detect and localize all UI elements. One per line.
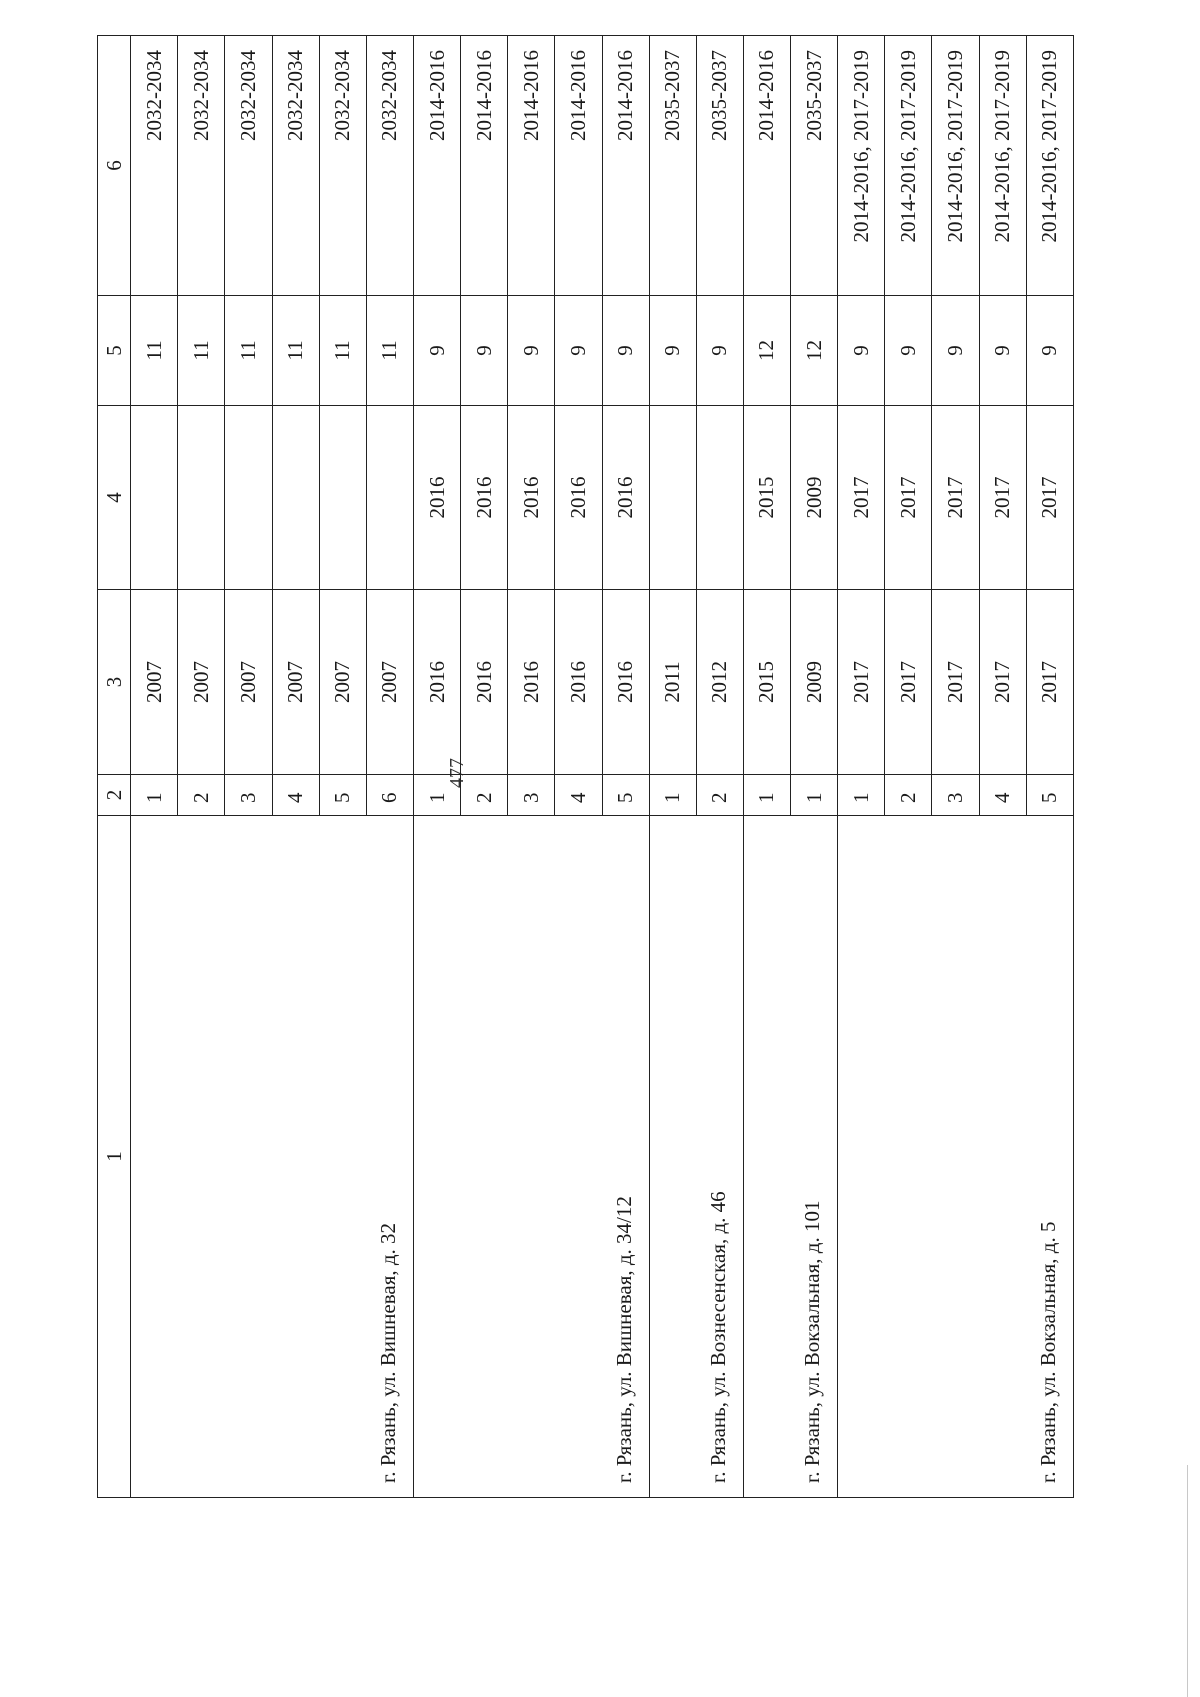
entrance-number-cell: 5 [319,775,366,816]
year-col3-cell: 2016 [555,590,602,775]
period-cell: 2032-2034 [178,36,225,296]
rotated-page [97,36,1074,1498]
year-col4-cell [649,406,696,590]
floors-cell: 9 [885,296,932,406]
entrance-number-cell: 3 [932,775,979,816]
period-cell: 2032-2034 [366,36,413,296]
period-cell: 2014-2016 [743,36,790,296]
entrance-number-cell: 1 [838,775,885,816]
year-col4-cell: 2017 [1026,406,1073,590]
period-cell: 2032-2034 [131,36,178,296]
year-col3-cell: 2007 [319,590,366,775]
floors-cell: 9 [696,296,743,406]
period-cell: 2014-2016, 2017-2019 [979,36,1026,296]
year-col4-cell: 2016 [413,406,460,590]
entrance-number-cell: 4 [272,775,319,816]
year-col4-cell [272,406,319,590]
year-col4-cell: 2017 [838,406,885,590]
floors-cell: 9 [649,296,696,406]
year-col3-cell: 2016 [508,590,555,775]
year-col3-cell: 2007 [272,590,319,775]
year-col3-cell: 2017 [838,590,885,775]
year-col4-cell: 2015 [743,406,790,590]
year-col3-cell: 2017 [979,590,1026,775]
year-col4-cell: 2016 [602,406,649,590]
table-row [743,36,790,1498]
period-cell: 2014-2016, 2017-2019 [885,36,932,296]
address-cell: г. Рязань, ул. Вокзальная, д. 5 [838,816,1074,1498]
floors-cell: 9 [508,296,555,406]
address-cell: г. Рязань, ул. Вишневая, д. 32 [131,816,414,1498]
floors-cell: 9 [413,296,460,406]
year-col3-cell: 2016 [461,590,508,775]
period-cell: 2014-2016 [508,36,555,296]
period-cell: 2032-2034 [225,36,272,296]
entrance-number-cell: 1 [649,775,696,816]
floors-cell: 11 [319,296,366,406]
year-col3-cell: 2017 [1026,590,1073,775]
period-cell: 2014-2016, 2017-2019 [838,36,885,296]
year-col3-cell: 2016 [413,590,460,775]
floors-cell: 9 [602,296,649,406]
address-cell: г. Рязань, ул. Вокзальная, д. 101 [743,816,837,1498]
period-cell: 2014-2016 [461,36,508,296]
entrance-number-cell: 5 [602,775,649,816]
period-cell: 2014-2016, 2017-2019 [1026,36,1073,296]
year-col4-cell: 2017 [885,406,932,590]
entrance-number-cell: 1 [413,775,460,816]
header-cell-2: 2 [98,775,131,816]
year-col4-cell [696,406,743,590]
floors-cell: 9 [838,296,885,406]
year-col3-cell: 2007 [225,590,272,775]
floors-cell: 11 [366,296,413,406]
scan-margin-line [1187,1465,1188,1697]
floors-cell: 12 [743,296,790,406]
year-col3-cell: 2007 [366,590,413,775]
year-col3-cell: 2015 [743,590,790,775]
header-cell-1: 1 [98,816,131,1498]
floors-cell: 9 [979,296,1026,406]
year-col3-cell: 2017 [885,590,932,775]
period-cell: 2014-2016 [413,36,460,296]
period-cell: 2035-2037 [791,36,838,296]
year-col4-cell [178,406,225,590]
entrance-number-cell: 3 [225,775,272,816]
entrance-number-cell: 5 [1026,775,1073,816]
entrance-number-cell: 4 [979,775,1026,816]
entrance-number-cell: 3 [508,775,555,816]
period-cell: 2014-2016, 2017-2019 [932,36,979,296]
year-col3-cell: 2007 [131,590,178,775]
table-row [413,36,460,1498]
year-col3-cell: 2009 [791,590,838,775]
entrance-number-cell: 6 [366,775,413,816]
floors-cell: 11 [131,296,178,406]
period-cell: 2014-2016 [555,36,602,296]
table-row [131,36,178,1498]
entrance-number-cell: 2 [178,775,225,816]
period-cell: 2032-2034 [272,36,319,296]
floors-cell: 12 [791,296,838,406]
year-col4-cell: 2017 [932,406,979,590]
floors-cell: 11 [225,296,272,406]
period-cell: 2014-2016 [602,36,649,296]
year-col4-cell [366,406,413,590]
year-col4-cell [319,406,366,590]
page-number: 477 [446,758,468,788]
year-col4-cell: 2017 [979,406,1026,590]
entrance-number-cell: 1 [131,775,178,816]
schedule-table [97,35,1074,1498]
entrance-number-cell: 4 [555,775,602,816]
floors-cell: 11 [178,296,225,406]
table-row [838,36,885,1498]
header-cell-4: 4 [98,406,131,590]
entrance-number-cell: 1 [743,775,790,816]
year-col3-cell: 2011 [649,590,696,775]
entrance-number-cell: 2 [696,775,743,816]
year-col4-cell: 2016 [461,406,508,590]
period-cell: 2032-2034 [319,36,366,296]
period-cell: 2035-2037 [696,36,743,296]
year-col4-cell: 2016 [555,406,602,590]
entrance-number-cell: 2 [461,775,508,816]
floors-cell: 9 [461,296,508,406]
address-cell: г. Рязань, ул. Вознесенская, д. 46 [649,816,743,1498]
floors-cell: 9 [555,296,602,406]
table-body [98,36,1074,1498]
year-col3-cell: 2007 [178,590,225,775]
year-col4-cell [131,406,178,590]
entrance-number-cell: 1 [791,775,838,816]
period-cell: 2035-2037 [649,36,696,296]
year-col3-cell: 2012 [696,590,743,775]
header-cell-3: 3 [98,590,131,775]
year-col3-cell: 2017 [932,590,979,775]
entrance-number-cell: 2 [885,775,932,816]
address-cell: г. Рязань, ул. Вишневая, д. 34/12 [413,816,649,1498]
table-row [649,36,696,1498]
floors-cell: 9 [932,296,979,406]
year-col4-cell: 2016 [508,406,555,590]
year-col3-cell: 2016 [602,590,649,775]
header-cell-5: 5 [98,296,131,406]
year-col4-cell: 2009 [791,406,838,590]
header-cell-6: 6 [98,36,131,296]
floors-cell: 11 [272,296,319,406]
floors-cell: 9 [1026,296,1073,406]
header-row [98,36,131,1498]
year-col4-cell [225,406,272,590]
